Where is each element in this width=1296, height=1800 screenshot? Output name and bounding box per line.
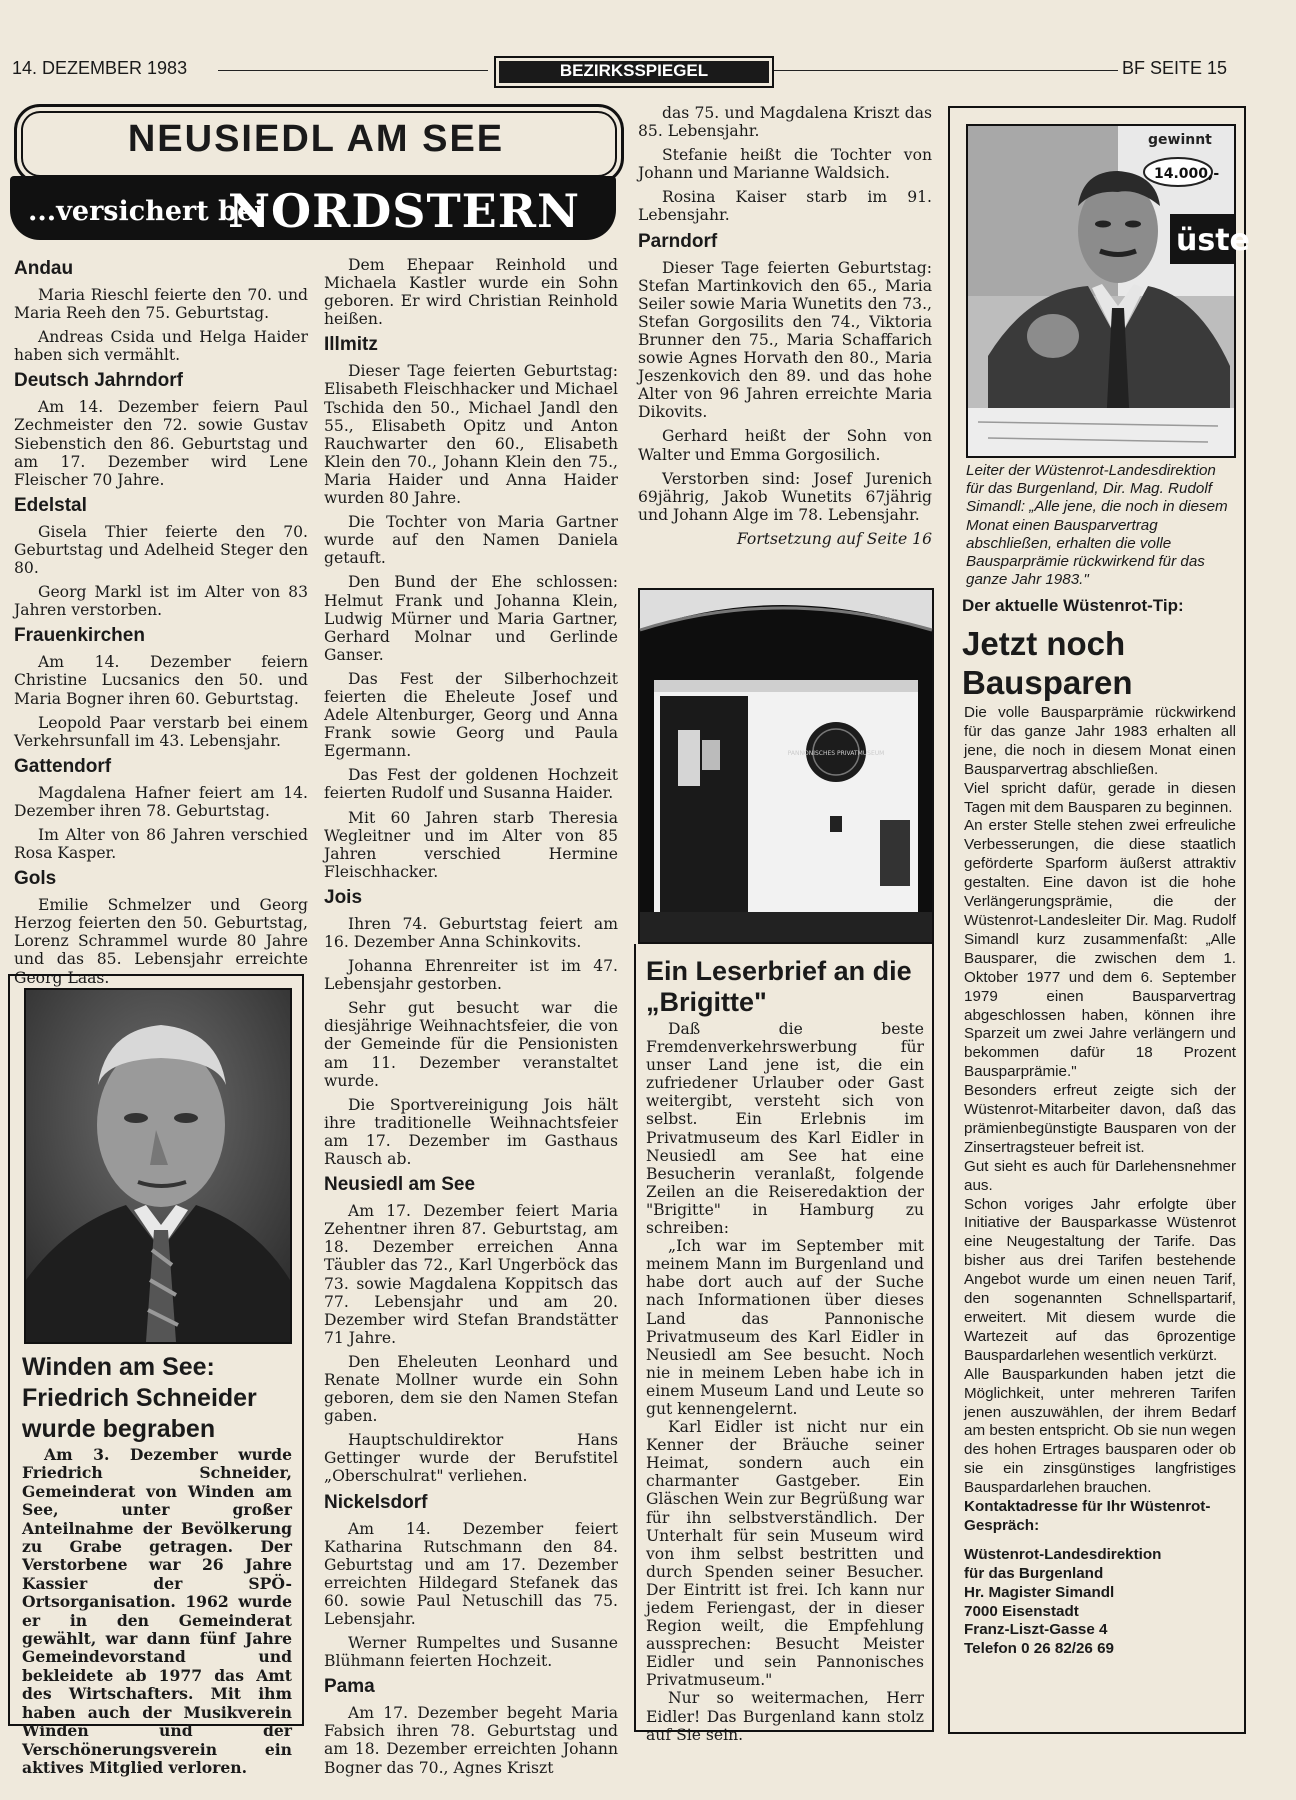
- header-rule-right: [774, 70, 1118, 71]
- news-paragraph: Emilie Schmelzer und Georg Herzog feierten den 50. Geburtstag, Lorenz Schrammel wurde 80 Jahre und das 85. Lebensjahr erreichte Georg Laas.: [14, 896, 308, 987]
- sponsor-prefix: ...versichert bei: [28, 196, 265, 227]
- letter-paragraph: Karl Eidler ist nicht nur ein Kenner der Bräuche seiner Heimat, sondern auch ein charmanter Gastgeber. Ein Gläschen Wein zur Begrüßung war für ihn selbstverständlich. Der Unterhalt für sein Museum wird von ihm selbst bestritten und durch Spenden seiner Besucher. Der Eintritt ist frei. Ich kann nur jedem Feriengast, der in dieser Region weilt, die Empfehlung aussprechen: Besucht Meister Eidler und sein Pannonisches Privatmuseum.": [646, 1418, 924, 1690]
- news-paragraph: Den Bund der Ehe schlossen: Helmut Frank und Johanna Klein, Ludwig Mürner und Maria Gartner, Gerhard Molnar und Gerlinde Ganser.: [324, 573, 618, 664]
- news-paragraph: Die Sportvereinigung Jois hält ihre traditionelle Weihnachtsfeier am 17. Dezember im Gasthaus Rausch ab.: [324, 1095, 618, 1169]
- news-paragraph: Dem Ehepaar Reinhold und Michaela Kastler wurde ein Sohn geboren. Er wird Christian Reinhold heißen.: [324, 256, 618, 329]
- news-paragraph: Am 14. Dezember feiern Paul Zechmeister den 72. sowie Gustav Siebenstich den 86. Geburtstag und am 17. Dezember wird Lene Fleischer 70 Jahre.: [14, 398, 308, 489]
- news-paragraph: Rosina Kaiser starb im 91. Lebensjahr.: [638, 188, 932, 225]
- continuation-note: Fortsetzung auf Seite 16: [736, 529, 932, 548]
- contact-line: Franz-Liszt-Gasse 4: [964, 1621, 1108, 1639]
- obituary-text: Am 3. Dezember wurde Friedrich Schneider, Gemeinderat von Winden am See, unter großer Anteilnahme der Bevölkerung zu Grabe getragen. Der Verstorbene war 26 Jahre Kassier der SPÖ-Ortsorganisation. 1962 wurde er in den Gemeinderat gewählt, war dann fünf Jahre Gemeindevorstand und bekleidete ab 1977 das Amt des Wirtschafters. Mit ihm haben auch der Musikverein Winden und der Verschönerungsverein ein aktives Mitglied verloren.: [22, 1445, 292, 1777]
- news-paragraph: Stefanie heißt die Tochter von Johann und Marianne Waldsich.: [638, 146, 932, 183]
- news-paragraph: Das Fest der Silberhochzeit feierten die Eheleute Josef und Adele Altenburger, Georg und Anna Frank sowie Georg und Paula Egermann.: [324, 669, 618, 761]
- issue-date: 14. DEZEMBER 1983: [12, 58, 188, 78]
- letter-paragraph: Nur so weitermachen, Herr Eidler! Das Burgenland kann stolz auf Sie sein.: [646, 1689, 924, 1744]
- news-paragraph: Mit 60 Jahren starb Theresia Wegleitner und im Alter von 85 Jahren verschied Hermine Fleischhacker.: [324, 808, 618, 881]
- letter-text: [646, 1020, 924, 1744]
- tip-paragraph: An erster Stelle stehen zwei erfreuliche Verbesserungen, die diese staatlich geförderte Sparform äußerst attraktiv gestalten. Eine davon ist die hohe Verlängerungsprämie, die der Wüstenrot-Landesleiter Dir. Mag. Rudolf Simandl kurz zusammenfaßt: „Alle Bausparer, die zwischen dem 1. Oktober 1977 und dem 6. September 1979 einen Bausparvertrag abgeschlossen haben, können ihre Sparzeit um zwei Jahre verlängern und bekommen dafür 18 Prozent Bausparprämie.": [964, 817, 1236, 1081]
- news-paragraph: Am 14. Dezember feiern Christine Lucsanics den 50. und Maria Bogner ihren 60. Geburtstag.: [14, 653, 308, 708]
- place-heading: Gattendorf: [14, 755, 112, 777]
- news-paragraph: Georg Markl ist im Alter von 83 Jahren verstorben.: [14, 583, 308, 620]
- place-heading: Neusiedl am See: [324, 1174, 476, 1196]
- news-paragraph: Andreas Csida und Helga Haider haben sich vermählt.: [14, 328, 308, 365]
- news-paragraph: Werner Rumpeltes und Susanne Blühmann feierten Hochzeit.: [324, 1634, 618, 1671]
- contact-line: für das Burgenland: [964, 1564, 1104, 1582]
- section-title: BEZIRKSSPIEGEL: [494, 56, 774, 88]
- news-paragraph: Verstorben sind: Josef Jurenich 69jährig, Jakob Wunetits 67jährig und Johann Alge im 78. Lebensjahr.: [638, 469, 932, 524]
- region-title: NEUSIEDL AM SEE: [127, 118, 505, 160]
- contact-line: [964, 1536, 1236, 1546]
- news-paragraph: Gisela Thier feierte den 70. Geburtstag und Adelheid Steger den 80.: [14, 522, 308, 578]
- news-paragraph: Die Tochter von Maria Gartner wurde auf den Namen Daniela getauft.: [324, 513, 618, 568]
- news-paragraph: das 75. und Magdalena Kriszt das 85. Lebensjahr.: [638, 104, 932, 141]
- contact-line: 7000 Eisenstadt: [964, 1602, 1079, 1620]
- museum-sign-text: PANNONISCHES PRIVATMUSEUM: [787, 750, 885, 757]
- tip-label: Der aktuelle Wüstenrot-Tip:: [962, 596, 1184, 615]
- place-heading: Gols: [14, 868, 57, 890]
- place-heading: Andau: [14, 258, 74, 279]
- tip-paragraph: Viel spricht dafür, gerade in diesen Tagen mit dem Bausparen zu beginnen.: [964, 779, 1236, 816]
- column-2: [324, 256, 618, 1783]
- museum-photo: [638, 588, 934, 944]
- news-paragraph: Sehr gut besucht war die diesjährige Weihnachtsfeier, die von der Gemeinde für die Pensionisten am 11. Dezember veranstaltet wurde.: [324, 999, 618, 1090]
- contact-address: [964, 1498, 1236, 1659]
- news-paragraph: Am 17. Dezember feiert Maria Zehentner ihren 87. Geburtstag, am 18. Dezember erreichen Anna Täubler das 72., Karl Ungerböck das 73. sowie Magdalena Koppitsch das 77. Lebensjahr und am 20. Dezember wird Stefan Brandstätter 71 Jahre.: [324, 1202, 618, 1347]
- news-paragraph: Hauptschuldirektor Hans Gettinger wurde der Berufstitel „Oberschulrat" verliehen.: [324, 1431, 618, 1486]
- letter-paragraph: „Ich war im September mit meinem Mann im Burgenland und habe dort auch auf der Suche nach Informationen über dieses Land das Pannonische Privatmuseum des Karl Eidler in Neusiedl am See besucht. Noch nie in meinem Leben habe ich in einem Museum Land und Leute so gut kennengelernt.: [646, 1237, 924, 1418]
- place-heading: Frauenkirchen: [14, 625, 145, 647]
- photo-sign-amount: 14.000,-: [1154, 166, 1220, 182]
- director-caption: Leiter der Wüstenrot-Landesdirektion für das Burgenland, Dir. Mag. Rudolf Simandl: „Alle jene, die noch in diesem Monat einen Bausparvertrag abschließen, erhalten die volle Bausparprämie rückwirkend für das ganze Jahr 1983.": [966, 462, 1228, 589]
- contact-line: Telefon 0 26 82/26 69: [964, 1640, 1114, 1658]
- place-heading: Pama: [324, 1676, 375, 1698]
- place-heading: Jois: [324, 886, 363, 908]
- news-paragraph: Im Alter von 86 Jahren verschied Rosa Kasper.: [14, 825, 308, 863]
- tip-headline: Jetzt noch Bausparen: [962, 625, 1133, 701]
- tip-paragraph: Alle Bausparkunden haben jetzt die Möglichkeit, unter mehreren Tarifen jenen auszuwählen, der ihrem Bedarf am besten entspricht. Ob sie nun wegen des hohen Ertrages bausparen oder ob sie ein zinsgünstiges langfristiges Bauspardarlehen brauchen.: [964, 1365, 1236, 1497]
- tip-text: [964, 704, 1236, 1498]
- news-paragraph: Maria Rieschl feierte den 70. und Maria Reeh den 75. Geburtstag.: [14, 286, 308, 323]
- obituary-headline: Winden am See: Friedrich Schneider wurde begraben: [22, 1353, 257, 1443]
- place-heading: Parndorf: [638, 230, 718, 252]
- tip-paragraph: Besonders erfreut zeigte sich der Wüstenrot-Mitarbeiter davon, daß das prämienbegünstigte Bausparen von der Zinsertragsteuer befreit ist.: [964, 1082, 1236, 1156]
- place-heading: Nickelsdorf: [324, 1491, 428, 1513]
- director-photo: [966, 124, 1250, 458]
- news-paragraph: Ihren 74. Geburtstag feiert am 16. Dezember Anna Schinkovits.: [324, 914, 618, 951]
- photo-sign-top: gewinnt: [1148, 132, 1212, 148]
- news-paragraph: Am 17. Dezember begeht Maria Fabsich ihren 78. Geburtstag und am 18. Dezember erreichten Johann Bogner das 70., Agnes Kriszt: [324, 1704, 618, 1777]
- news-paragraph: Dieser Tage feierten Geburtstag: Stefan Martinkovich den 65., Maria Seiler sowie Maria Wunetits den 73., Stefan Gorgosilits den 74., Viktoria Brunner den 75., Maria Schaffarich sowie Agnes Horvath den 80., Maria Jeszenkovich den 89. und das hohe Alter von 96 Jahren erreichte Maria Dikovits.: [638, 258, 932, 422]
- news-paragraph: Am 14. Dezember feiert Katharina Rutschmann den 84. Geburtstag und am 17. Dezember erreichten Hildegard Stefanek das 60. sowie Paul Netuschill das 75. Lebensjahr.: [324, 1519, 618, 1628]
- contact-line: Kontaktadresse für Ihr Wüstenrot-Gespräch:: [964, 1498, 1211, 1534]
- place-heading: Edelstal: [14, 494, 87, 516]
- contact-line: Hr. Magister Simandl: [964, 1583, 1115, 1601]
- news-paragraph: Das Fest der goldenen Hochzeit feierten Rudolf und Susanna Haider.: [324, 766, 618, 803]
- photo-sign-brand: üste: [1176, 223, 1250, 258]
- news-paragraph: Magdalena Hafner feiert am 14. Dezember ihren 78. Geburtstag.: [14, 783, 308, 820]
- letter-headline: Ein Leserbrief an die „Brigitte": [646, 956, 912, 1017]
- portrait-photo: [24, 988, 292, 1344]
- news-paragraph: Dieser Tage feierten Geburtstag: Elisabeth Fleischhacker und Michael Tschida den 50., Michael Jandl den 55., Elisabeth Opitz und Anton Rauchwarter den 60., Elisabeth Klein den 70., Johann Klein den 75., Maria Haider und Anna Haider wurden 80 Jahre.: [324, 362, 618, 508]
- place-heading: Deutsch Jahrndorf: [14, 370, 183, 392]
- news-paragraph: Gerhard heißt der Sohn von Walter und Emma Gorgosilich.: [638, 427, 932, 464]
- news-paragraph: Leopold Paar verstarb bei einem Verkehrsunfall im 43. Lebensjahr.: [14, 713, 308, 750]
- tip-paragraph: Gut sieht es auch für Darlehensnehmer aus.: [964, 1157, 1236, 1194]
- page-number: BF SEITE 15: [1122, 58, 1228, 78]
- place-heading: Illmitz: [324, 334, 378, 356]
- column-3: [638, 104, 932, 554]
- tip-paragraph: Die volle Bausparprämie rückwirkend für das ganze Jahr 1983 erhalten all jene, die noch in diesem Monat einen Bausparvertrag abschließen.: [964, 704, 1236, 778]
- tip-paragraph: Schon voriges Jahr erfolgte über Initiative der Bausparkasse Wüstenrot eine Neugestaltung der Tarife. Das bisher aus drei Tarifen bestehende Angebot wurde um einen neuen Tarif, den sogenannten Schnellspartarif, erweitert. Mit diesem wurde die Wartezeit auf das 6prozentige Bauspardarlehen wesentlich verkürzt.: [964, 1195, 1236, 1364]
- contact-line: Wüstenrot-Landesdirektion: [964, 1545, 1162, 1563]
- news-paragraph: Johanna Ehrenreiter ist im 47. Lebensjahr gestorben.: [324, 957, 618, 994]
- news-paragraph: Den Eheleuten Leonhard und Renate Mollner wurde ein Sohn geboren, dem sie den Namen Stefan gaben.: [324, 1352, 618, 1426]
- letter-paragraph: Daß die beste Fremdenverkehrswerbung für unser Land jene ist, die ein zufriedener Urlauber oder Gast weitergibt, versteht sich von selbst. Ein Erlebnis im Privatmuseum des Karl Eidler in Neusiedl am See hat eine Besucherin veranlaßt, folgende Zeilen an die Reiseredaktion der "Brigitte" in Hamburg zu schreiben:: [646, 1020, 924, 1238]
- sponsor-logo: NORDSTERN: [228, 184, 581, 238]
- column-1: [14, 252, 308, 993]
- header-rule-left: [218, 70, 488, 71]
